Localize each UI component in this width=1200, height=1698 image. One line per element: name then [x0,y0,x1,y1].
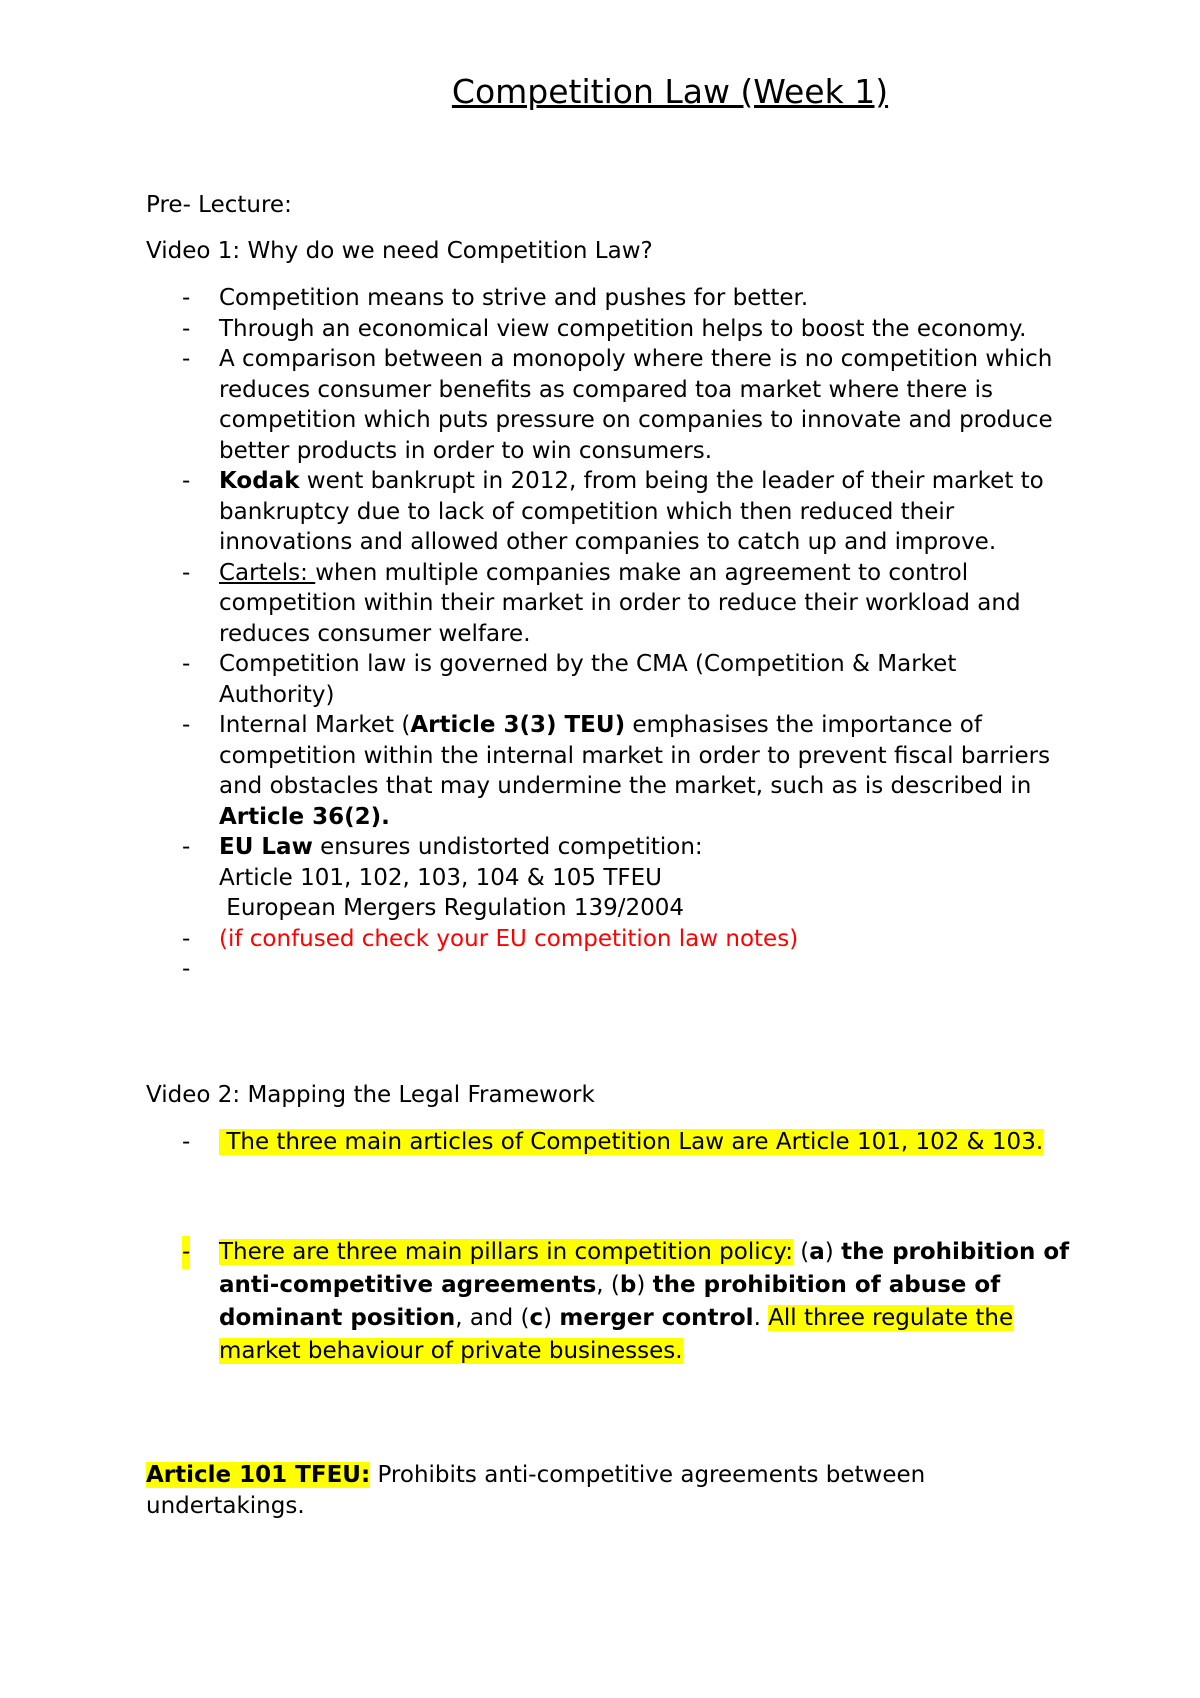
video2-bullet-list [146,1127,1076,1158]
article-101-paragraph: Article 101 TFEU: Prohibits anti-competitive agreements between undertakings. [146,1462,926,1519]
dash-bullet: - [182,1129,191,1155]
cartels-term: Cartels: [219,559,316,586]
dash-bullet: - [182,712,191,738]
kodak-bold: Kodak [219,468,300,494]
list-item: - Kodak went bankrupt in 2012, from being the leader of their market to bankruptcy due to lack of competition which then reduced their innovations and allowed other companies to catch up and improve. [182,468,1044,555]
dash-bullet: - [182,346,191,372]
dash-bullet: - [182,956,191,982]
video2-pillars-list [146,1236,1076,1368]
dash-bullet: - [182,1236,190,1269]
page-title: Competition Law (Week 1) [451,72,889,111]
list-item: - EU Law ensures undistorted competition: Article 101, 102, 103, 104 & 105 TFEU European Mergers Regulation 139/2004 [182,834,703,921]
highlighted-text: The three main articles of Competition Law are Article 101, 102 & 103. [219,1129,1044,1155]
dash-bullet: - [182,285,191,311]
dash-bullet: - [182,559,191,586]
video1-heading: Video 1: Why do we need Competition Law? [146,238,653,264]
video1-bullet-list [146,283,1076,985]
list-item: - Competition means to strive and pushes for better. [146,283,1076,314]
list-item: - Competition law is governed by the CMA (Competition & Market Authority) [182,651,957,708]
highlighted-text: There are three main pillars in competition policy: [219,1239,793,1265]
list-item: - A comparison between a monopoly where there is no competition which reduces consumer benefits as compared toa market where there is competition which puts pressure on companies to innovate and produce better products in order to win consumers. [182,346,1053,464]
list-item [146,1127,1076,1158]
dash-bullet: - [182,925,191,952]
pre-lecture-label: Pre- Lecture: [146,192,292,218]
list-item [146,924,1076,955]
dash-bullet: - [182,468,191,494]
list-item: - Through an economical view competition helps to boost the economy. [146,314,1076,345]
highlighted-text: All three regulate the market behaviour of private businesses. [219,1305,1014,1364]
dash-bullet: - [182,651,191,677]
dash-bullet: - [182,834,191,860]
list-item [146,954,1076,985]
list-item: - Cartels: when multiple companies make an agreement to control competition within their market in order to reduce their workload and reduces consumer welfare. [182,559,1021,647]
list-item: - Internal Market (Article 3(3) TEU) emphasises the importance of competition within the internal market in order to prevent fiscal barriers and obstacles that may undermine the market, such as is described in Article 36(2). [182,712,1051,830]
video2-heading: Video 2: Mapping the Legal Framework [146,1082,595,1108]
note-red: (if confused check your EU competition law notes) [219,925,799,952]
list-item: - There are three main pillars in competition policy: (a) the prohibition of anti-competitive agreements, (b) the prohibition of abuse of dominant position, and (c) merger control. All three regulate the market behaviour of private businesses. [146,1236,1076,1368]
article-101-label: Article 101 TFEU: [146,1462,371,1488]
dash-bullet: - [182,315,191,342]
